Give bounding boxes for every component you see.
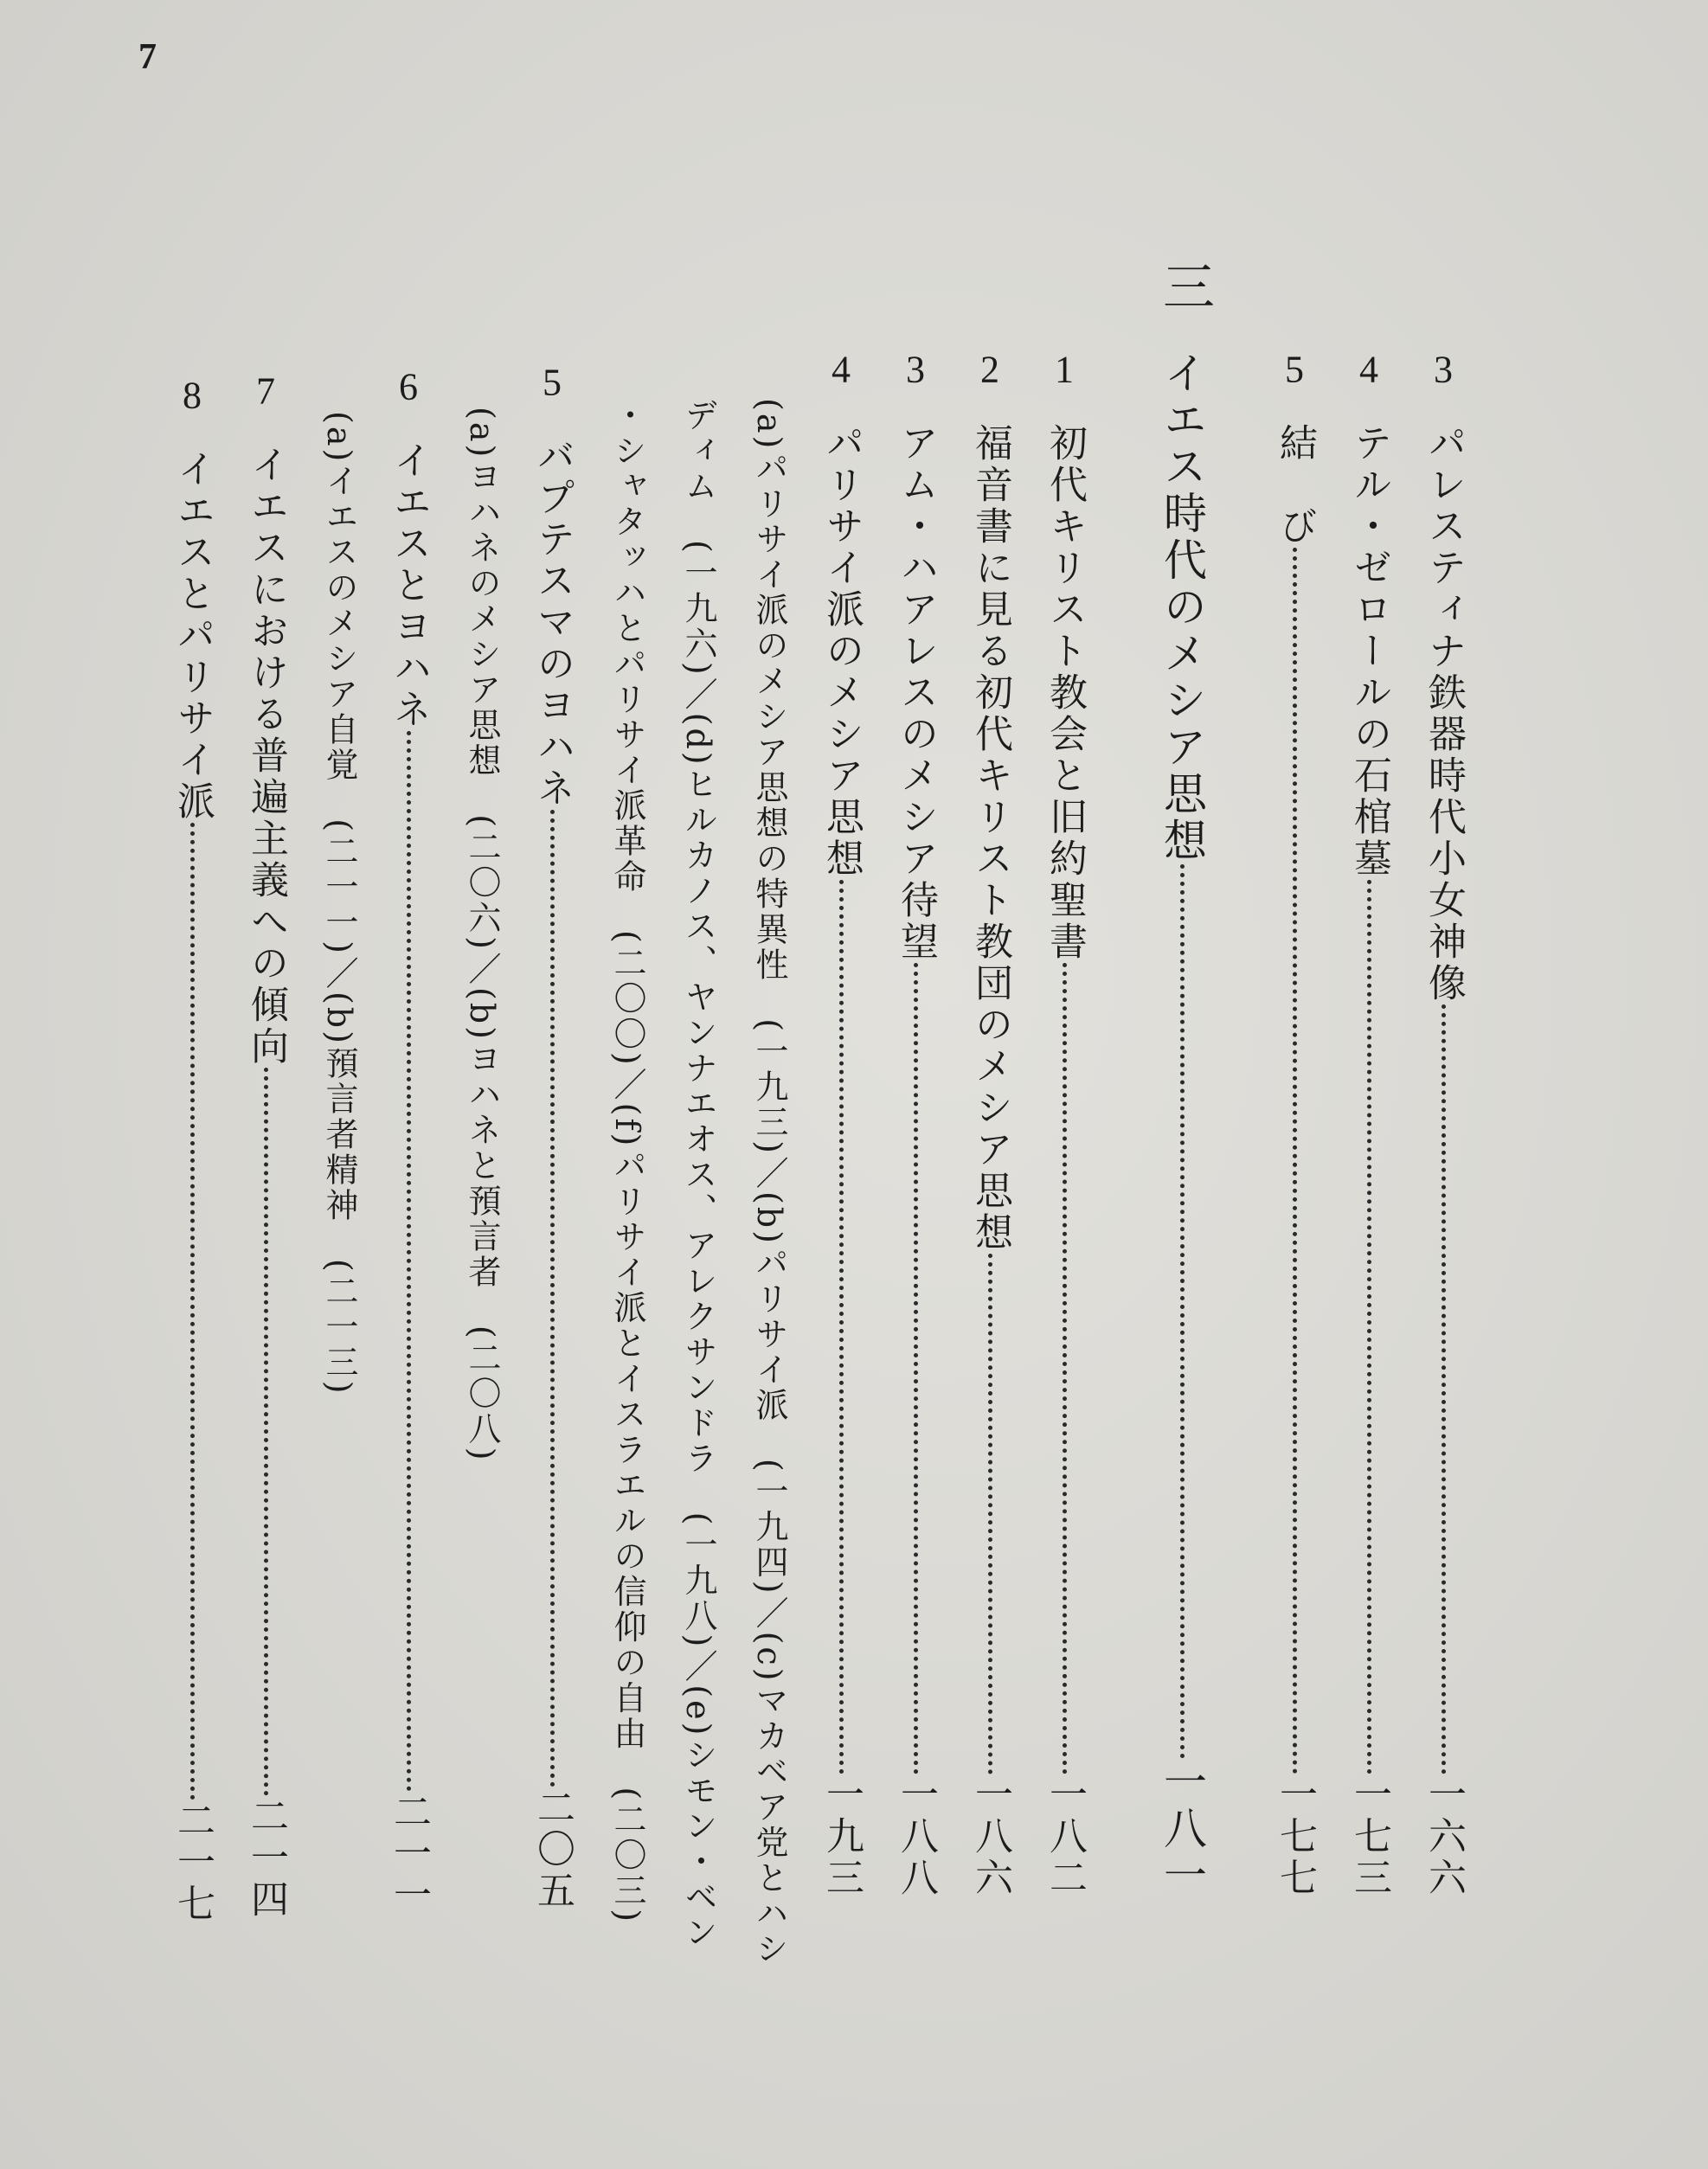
toc-entry[interactable] xyxy=(1037,350,1092,1899)
leader-dots xyxy=(550,810,555,1787)
leader-dots xyxy=(1367,880,1371,1774)
entry-page: 一八六 xyxy=(968,1774,1012,1899)
entry-number: 3 xyxy=(906,350,925,388)
entry-title: 福音書に見る初代キリスト教団のメシア思想 xyxy=(968,423,1012,1254)
toc-entry[interactable] xyxy=(962,350,1018,1899)
toc-entry[interactable] xyxy=(1416,350,1471,1899)
entry-number: 5 xyxy=(543,363,562,401)
entry-number: 2 xyxy=(980,350,999,388)
entry-title: パリサイ派のメシア思想 xyxy=(819,423,864,880)
entry-title: パレスティナ鉄器時代小女神像 xyxy=(1422,423,1466,1004)
entry-number: 8 xyxy=(183,376,202,414)
chapter-heading[interactable] xyxy=(1151,350,1213,1899)
entry-title: イエスとパリサイ派 xyxy=(170,449,215,823)
entry-number: 4 xyxy=(1359,350,1378,388)
entry-page: 一七三 xyxy=(1347,1774,1391,1899)
entry-title: アム・ハアレスのメシア待望 xyxy=(894,423,938,963)
chapter-title: イエス時代のメシア思想 xyxy=(1157,350,1207,864)
toc-entry[interactable] xyxy=(888,350,943,1899)
entry-page: 一六六 xyxy=(1422,1774,1466,1899)
sub-entry-line: ・シャタッハとパリサイ派革命 (二〇〇)／(f)パリサイ派とイスラエルの信仰の自由 (二〇三) xyxy=(608,398,646,1925)
entry-page: 二〇五 xyxy=(530,1787,575,1912)
toc-entry[interactable] xyxy=(381,368,436,1916)
leader-dots xyxy=(839,880,844,1774)
toc-entry[interactable] xyxy=(813,350,869,1899)
entry-number: 5 xyxy=(1285,350,1304,388)
leader-dots xyxy=(1180,864,1185,1759)
entry-page: 一八二 xyxy=(1043,1774,1087,1899)
leader-dots xyxy=(1063,963,1067,1774)
entry-page: 一九三 xyxy=(819,1774,864,1899)
toc-entry[interactable] xyxy=(238,372,293,1921)
entry-page: 一七七 xyxy=(1273,1774,1317,1899)
toc-entry[interactable] xyxy=(524,363,580,1912)
sub-entry-line: (a)イエスのメシア自覚 (二一一)／(b)預言者精神 (二一三) xyxy=(320,411,358,1396)
entry-number: 4 xyxy=(832,350,851,388)
leader-dots xyxy=(264,1068,268,1796)
leader-dots xyxy=(190,823,195,1800)
sub-entry-line: (a)ヨハネのメシア思想 (二〇六)／(b)ヨハネと預言者 (二〇八) xyxy=(463,407,501,1463)
entry-number: 7 xyxy=(256,372,275,410)
page-number: 7 xyxy=(138,37,157,77)
entry-number: 3 xyxy=(1434,350,1453,388)
entry-number: 1 xyxy=(1055,350,1074,388)
entry-title: イエスにおける普遍主義への傾向 xyxy=(244,445,288,1068)
entry-number: 6 xyxy=(399,368,418,406)
chapter-number: 三 xyxy=(1154,260,1215,311)
sub-entry-line: (a)パリサイ派のメシア思想の特異性 (一九三)／(b)パリサイ派 (一九四)／(c)マカベア党とハシ xyxy=(750,398,788,1967)
leader-dots xyxy=(914,963,918,1774)
entry-page: 二一四 xyxy=(244,1796,288,1921)
leader-dots xyxy=(1442,1004,1446,1774)
entry-title: テル・ゼロールの石棺墓 xyxy=(1347,423,1391,880)
entry-title: バプテスマのヨハネ xyxy=(530,436,575,810)
leader-dots xyxy=(1293,548,1297,1774)
entry-title: 結 び xyxy=(1273,423,1317,548)
leader-dots xyxy=(407,731,411,1792)
toc-entry[interactable] xyxy=(1267,350,1322,1899)
chapter-page: 一八一 xyxy=(1157,1759,1207,1899)
entry-page: 二一七 xyxy=(170,1800,215,1925)
entry-title: 初代キリスト教会と旧約聖書 xyxy=(1043,423,1087,963)
sub-entry-line: ディム (一九六)／(d)ヒルカノス、ヤンナエオス、アレクサンドラ (一九八)／(e)シモン・ベン xyxy=(679,398,717,1951)
entry-title: イエスとヨハネ xyxy=(387,440,431,731)
leader-dots xyxy=(988,1254,992,1774)
entry-page: 二一一 xyxy=(387,1792,431,1916)
toc-entry[interactable] xyxy=(164,376,220,1925)
entry-page: 一八八 xyxy=(894,1774,938,1899)
toc-entry[interactable] xyxy=(1341,350,1397,1899)
